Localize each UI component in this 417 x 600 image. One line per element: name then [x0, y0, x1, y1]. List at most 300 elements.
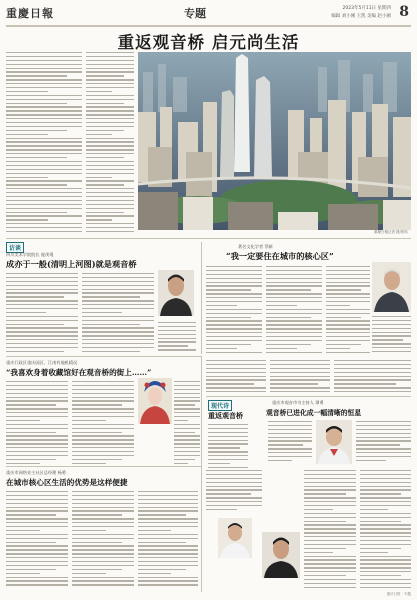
text-line	[270, 368, 330, 369]
text-line	[360, 482, 411, 483]
text-line	[6, 296, 64, 297]
text-line	[6, 138, 82, 139]
text-line	[360, 540, 411, 541]
text-line	[6, 277, 78, 278]
poem-body	[208, 424, 248, 471]
text-line	[6, 60, 82, 61]
text-line	[304, 556, 356, 557]
text-line	[356, 452, 411, 453]
text-line	[6, 463, 40, 464]
text-line	[82, 289, 154, 290]
text-line	[86, 95, 134, 96]
text-line	[356, 444, 400, 445]
text-line	[266, 301, 322, 302]
text-line	[304, 559, 356, 560]
text-line	[6, 320, 78, 321]
text-line	[356, 460, 386, 461]
article-3-body-col-3	[174, 381, 200, 467]
text-line	[6, 68, 82, 69]
text-line	[266, 270, 322, 271]
text-line	[6, 400, 68, 401]
text-line	[326, 309, 370, 310]
text-line	[356, 440, 411, 441]
text-line	[206, 470, 262, 471]
text-line	[326, 282, 370, 283]
poem-title: 重返观音桥	[208, 411, 243, 420]
city-aerial-icon	[138, 52, 411, 230]
text-line	[206, 482, 262, 483]
text-line	[326, 320, 370, 321]
text-line	[174, 435, 200, 436]
text-line	[6, 122, 82, 123]
article-2-body-col-4	[372, 316, 411, 355]
text-line	[372, 324, 411, 325]
text-line	[6, 335, 78, 336]
text-line	[174, 428, 200, 429]
text-line	[86, 192, 134, 193]
text-line	[72, 385, 134, 386]
text-line	[174, 455, 200, 456]
text-line	[6, 223, 82, 224]
text-line	[158, 341, 196, 342]
masthead-rule	[6, 25, 411, 27]
text-line	[6, 273, 78, 274]
text-line	[174, 381, 200, 382]
text-line	[356, 429, 411, 430]
text-line	[86, 99, 134, 100]
text-line	[6, 180, 82, 181]
text-line	[266, 320, 322, 321]
text-line	[270, 387, 330, 388]
newspaper-logo: 重慶日報	[6, 7, 54, 20]
text-line	[6, 542, 56, 543]
text-line	[304, 489, 356, 490]
article-2-byline: 著名文化学者 蔡新	[238, 244, 273, 249]
text-line	[72, 451, 134, 452]
text-line	[206, 270, 262, 271]
person-portrait-icon	[158, 270, 194, 316]
text-line	[72, 561, 134, 562]
text-line	[174, 389, 200, 390]
text-line	[174, 416, 200, 417]
text-line	[372, 320, 411, 321]
text-line	[72, 416, 134, 417]
text-line	[304, 587, 356, 588]
text-line	[356, 425, 411, 426]
text-line	[208, 432, 248, 433]
text-line	[6, 538, 68, 539]
text-line	[6, 212, 67, 213]
text-line	[334, 372, 411, 373]
text-line	[86, 118, 134, 119]
text-line	[6, 408, 68, 409]
text-line	[82, 273, 154, 274]
article-3-body-col-1	[6, 381, 68, 467]
text-line	[266, 324, 322, 325]
text-line	[72, 389, 134, 390]
text-line	[206, 486, 262, 487]
text-line	[6, 196, 82, 197]
text-line	[72, 522, 134, 523]
text-line	[86, 173, 134, 174]
text-line	[72, 569, 122, 570]
person-portrait-icon	[316, 420, 352, 464]
text-line	[6, 385, 68, 386]
text-line	[326, 336, 370, 337]
text-line	[334, 387, 411, 388]
text-line	[304, 540, 356, 541]
text-line	[326, 270, 370, 271]
text-line	[82, 327, 154, 328]
text-line	[6, 227, 82, 228]
text-line	[72, 495, 134, 496]
text-line	[360, 474, 411, 475]
text-line	[6, 75, 67, 76]
text-line	[86, 157, 124, 158]
text-line	[86, 212, 124, 213]
portrait-photo-3	[138, 378, 172, 424]
text-line	[6, 114, 82, 115]
article-2-body-col-1	[206, 266, 262, 355]
text-line	[72, 565, 134, 566]
text-line	[82, 324, 140, 325]
text-line	[86, 188, 134, 189]
text-line	[268, 433, 312, 434]
text-line	[208, 428, 248, 429]
person-portrait-icon	[262, 532, 300, 578]
text-line	[208, 467, 248, 468]
text-line	[304, 521, 346, 522]
opera-portrait-icon	[138, 378, 172, 424]
text-line	[304, 532, 356, 533]
text-line	[304, 517, 356, 518]
poem-rubric: 现代诗	[208, 400, 232, 411]
article-2-body-col-3	[326, 266, 370, 355]
text-line	[6, 580, 68, 581]
text-line	[72, 428, 134, 429]
text-line	[6, 522, 68, 523]
text-line	[356, 456, 411, 457]
text-line	[6, 518, 68, 519]
text-line	[360, 579, 411, 580]
text-line	[6, 300, 78, 301]
text-line	[304, 505, 356, 506]
text-line	[72, 408, 134, 409]
text-line	[86, 184, 124, 185]
text-line	[6, 573, 40, 574]
text-line	[158, 330, 196, 331]
text-line	[268, 437, 312, 438]
text-line	[6, 219, 48, 220]
text-line	[206, 376, 266, 377]
text-line	[326, 352, 370, 353]
text-line	[206, 340, 262, 341]
text-line	[6, 292, 78, 293]
article-2-body-col-7	[334, 360, 411, 395]
section-divider	[6, 238, 411, 239]
photo-credit: 重慶日報记者 摄/资料	[374, 230, 408, 234]
text-line	[304, 575, 346, 576]
text-line	[304, 509, 333, 510]
text-line	[86, 196, 134, 197]
text-line	[360, 563, 411, 564]
text-line	[72, 455, 134, 456]
text-line	[304, 548, 346, 549]
text-line	[304, 493, 346, 494]
text-line	[326, 301, 370, 302]
text-line	[174, 404, 195, 405]
text-line	[268, 421, 312, 422]
article-4-body-col-1	[6, 491, 68, 588]
text-line	[72, 510, 134, 511]
text-line	[372, 332, 411, 333]
text-line	[6, 397, 68, 398]
text-line	[86, 145, 134, 146]
text-line	[6, 577, 68, 578]
text-line	[174, 400, 200, 401]
text-line	[304, 579, 356, 580]
text-line	[82, 300, 154, 301]
text-line	[86, 56, 134, 57]
text-line	[372, 335, 411, 336]
text-line	[174, 393, 200, 394]
text-line	[86, 215, 134, 216]
text-line	[82, 347, 154, 348]
text-line	[82, 351, 140, 352]
article-6-body-col-4	[360, 470, 411, 591]
text-line	[6, 412, 68, 413]
text-line	[206, 379, 266, 380]
text-line	[86, 68, 134, 69]
text-line	[326, 328, 370, 329]
text-line	[334, 368, 411, 369]
lead-text-column-2	[86, 52, 134, 235]
text-line	[206, 313, 262, 314]
text-line	[206, 328, 262, 329]
text-line	[86, 149, 134, 150]
text-line	[72, 491, 134, 492]
text-line	[208, 443, 248, 444]
text-line	[304, 470, 356, 471]
text-line	[208, 459, 248, 460]
article-6-body-col-2	[356, 421, 411, 464]
text-line	[6, 289, 78, 290]
text-line	[326, 293, 370, 294]
text-line	[6, 192, 82, 193]
text-line	[138, 530, 171, 531]
text-line	[206, 383, 254, 384]
text-line	[356, 433, 411, 434]
article-3-byline: 重庆行政区重庆园区、江南有地机精况	[6, 360, 78, 365]
text-line	[360, 567, 411, 568]
text-line	[6, 435, 68, 436]
text-line	[304, 583, 356, 584]
text-line	[138, 518, 198, 519]
text-line	[72, 553, 134, 554]
text-line	[6, 381, 68, 382]
text-line	[6, 91, 48, 92]
text-line	[6, 161, 82, 162]
text-line	[268, 444, 303, 445]
text-line	[6, 106, 82, 107]
text-line	[326, 305, 350, 306]
text-line	[206, 501, 262, 502]
text-line	[174, 439, 200, 440]
text-line	[72, 503, 134, 504]
text-line	[206, 497, 262, 498]
text-line	[266, 305, 297, 306]
text-line	[6, 83, 82, 84]
article-3-title: “我喜欢身着收藏馆好在观音桥的街上……”	[6, 368, 152, 377]
text-line	[360, 559, 411, 560]
text-line	[326, 266, 370, 267]
text-line	[138, 565, 198, 566]
text-line	[206, 360, 266, 361]
page-headline: 重返观音桥 启元尚生活	[117, 33, 300, 52]
text-line	[326, 278, 370, 279]
text-line	[6, 447, 68, 448]
text-line	[86, 60, 134, 61]
portrait-photo-1	[158, 270, 194, 316]
text-line	[138, 553, 198, 554]
text-line	[6, 184, 67, 185]
text-line	[6, 424, 68, 425]
text-line	[360, 524, 411, 525]
text-line	[304, 497, 356, 498]
text-line	[268, 448, 312, 449]
text-line	[6, 557, 68, 558]
text-line	[72, 526, 134, 527]
text-line	[360, 536, 411, 537]
text-line	[266, 313, 322, 314]
text-line	[72, 463, 106, 464]
text-line	[72, 580, 134, 581]
text-line	[82, 339, 154, 340]
text-line	[304, 482, 356, 483]
text-line	[206, 387, 266, 388]
text-line	[86, 130, 124, 131]
text-line	[82, 292, 154, 293]
article-6-byline: 重庆市观音市书主持人 谭勇	[272, 400, 324, 405]
page-number: 8	[399, 4, 409, 20]
text-line	[266, 340, 322, 341]
text-line	[72, 432, 122, 433]
text-line	[6, 130, 67, 131]
section-divider	[206, 396, 411, 397]
text-line	[304, 486, 356, 487]
text-line	[304, 544, 356, 545]
text-line	[6, 503, 68, 504]
article-1-body-col-2	[82, 273, 154, 355]
text-line	[72, 507, 134, 508]
text-line	[356, 421, 411, 422]
text-line	[334, 391, 411, 392]
text-line	[266, 266, 322, 267]
lead-text-column-1	[6, 52, 82, 235]
article-6-title: 观音桥已进化成一幅清晰的恒星	[266, 409, 362, 417]
date-line: 2023年5月11日 星期四	[342, 6, 391, 11]
article-1-byline: 四川美术学院院长 庞茂琨	[6, 252, 54, 257]
text-line	[6, 393, 68, 394]
text-line	[266, 344, 311, 345]
text-line	[138, 526, 198, 527]
text-line	[206, 289, 251, 290]
text-line	[158, 345, 188, 346]
article-2-body-col-2	[266, 266, 322, 355]
text-line	[138, 495, 198, 496]
text-line	[6, 459, 56, 460]
text-line	[72, 518, 134, 519]
text-line	[304, 563, 356, 564]
text-line	[326, 297, 370, 298]
portrait-photo-2	[372, 262, 411, 312]
text-line	[6, 56, 82, 57]
text-line	[82, 316, 154, 317]
text-line	[6, 455, 68, 456]
text-line	[138, 584, 198, 585]
text-line	[6, 347, 78, 348]
text-line	[86, 208, 134, 209]
text-line	[372, 339, 403, 340]
text-line	[72, 381, 134, 382]
article-4-body-col-2	[72, 491, 134, 588]
text-line	[372, 316, 411, 317]
text-line	[6, 584, 68, 585]
portrait-photo-5	[218, 518, 252, 558]
portrait-photo-4	[316, 420, 352, 464]
text-line	[138, 557, 198, 558]
footer-strip: 重庆日报 · 专题	[386, 592, 411, 596]
person-portrait-icon	[218, 518, 252, 558]
section-name: 专题	[184, 7, 206, 20]
text-line	[206, 301, 262, 302]
text-line	[86, 200, 134, 201]
article-1-title: 成亦于一般(清明上河图)就是观音桥	[6, 259, 137, 269]
text-line	[6, 549, 68, 550]
text-line	[356, 448, 411, 449]
text-line	[82, 312, 122, 313]
text-line	[6, 71, 82, 72]
text-line	[6, 110, 82, 111]
text-line	[208, 451, 248, 452]
text-line	[304, 567, 356, 568]
text-line	[360, 470, 411, 471]
text-line	[138, 503, 198, 504]
text-line	[6, 351, 64, 352]
text-line	[304, 501, 356, 502]
text-line	[158, 326, 196, 327]
text-line	[360, 478, 411, 479]
text-line	[6, 569, 56, 570]
section-divider	[6, 356, 201, 357]
text-line	[82, 308, 154, 309]
text-line	[72, 412, 134, 413]
text-line	[356, 437, 411, 438]
text-line	[266, 332, 322, 333]
text-line	[138, 569, 186, 570]
text-line	[326, 348, 350, 349]
portrait-photo-6	[262, 532, 300, 578]
text-line	[326, 332, 370, 333]
text-line	[6, 439, 68, 440]
text-line	[208, 463, 230, 464]
text-line	[72, 530, 106, 531]
text-line	[326, 324, 370, 325]
text-line	[206, 391, 266, 392]
text-line	[174, 424, 200, 425]
text-line	[304, 536, 356, 537]
text-line	[206, 282, 262, 283]
